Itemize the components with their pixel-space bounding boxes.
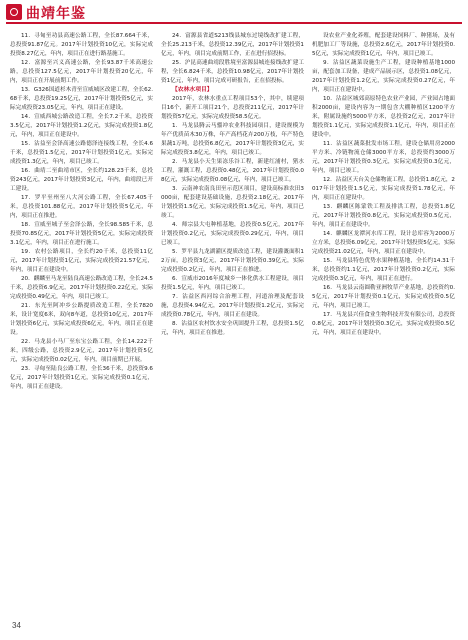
paragraph: 9．沾益区蔬菜设施生产工程，建设种植基地1000亩，配套加工设备，建成产品展示区，总投资1.08亿元，2017年计划投资1.2亿元，实际完成投资0.27亿元，年内，项目正在建设中。 xyxy=(312,60,455,93)
paragraph: 16．马龙县云南圆勒亚洲牧草产业基地，总投资约0.5亿元，2017年计划投资0.1亿元，实际完成投资0.5亿元，年内，项目已竣工。 xyxy=(312,285,455,309)
paragraph: 21．东光至阿冲乡公路提质改造工程，全长7820米，设计宽度6米，双向8车道，总投资10亿元，2017年计划投资6亿元，实际完成投资6亿元，年内，项目正在建设。 xyxy=(10,303,153,336)
column-1 xyxy=(10,32,153,612)
paragraph: 13．麒麟区陈蒙铁工程及排洪工程，总投资1.8亿元，2017年计划投资0.8亿元，实际完成投资0.5亿元，年内，项目正在建设中。 xyxy=(312,204,455,228)
paragraph: 4．师宗县大屯种植基地，总投资0.5亿元，2017年计划投资0.2亿元，实际完成投资0.29亿元，年内，项目已竣工。 xyxy=(161,222,304,246)
paragraph: 12．富源至兴义高速公路，全长93.87千米高速公路，总投资127.5亿元，2017年计划投资20亿元，年内，项目正在开展前期工作。 xyxy=(10,60,153,84)
paragraph: 15．马龙县特色优势水果种植基地，全长约14.31千米，总投资约1.1亿元，2017年计划投资0.2亿元，实际完成投资0.3亿元，年内，项目正在进行。 xyxy=(312,258,455,282)
paragraph: 24．富源县省道S213线县城东过境线改扩建工程，全长25.213千米，总投资12.39亿元，2017年计划投资1亿元，年内，项目完成前期工作，正在进行招投标。 xyxy=(161,33,304,57)
paragraph: 2．马龙县小天生果冻乐谷工程，新建红浦村，猪水工程，灌溉工程，总投资0.48亿元，2017年计划投资0.08亿元，实际完成投资0.08亿元，年内，项目已竣工。 xyxy=(161,159,304,183)
paragraph: 1．马龙县腾云马骝冲农业科技园项目，建设规模为年产优质苗木30万株，年产高档花卉200万枝，年产特色果蔬1万吨，总投资6.8亿元，2017年计划投资3亿元，实际完成投资3.8亿元，年内，项目已竣工。 xyxy=(161,123,304,156)
yearbook-title: 曲靖年鉴 xyxy=(26,6,86,22)
paragraph: 25．沪昆高速曲靖段胜境至富源县城连接线改扩建工程，全长6.824千米，总投资10.98亿元，2017年计划投资1亿元，年内，项目完成可研报告，正在招投标。 xyxy=(161,60,304,84)
page-number: 34 xyxy=(12,621,21,630)
paragraph: 18．宣威至城子至会泽公路，全长98.585千米，总投资70.85亿元，2017年计划投资5亿元，实际完成投资3.1亿元，年内，项目正在进行施工。 xyxy=(10,222,153,246)
paragraph: 20．麒麟至马龙至陆良高速公路改造工程，全长24.5千米，总投资6.9亿元，2017年计划投资0.22亿元，实际完成投资0.49亿元，年内，项目已竣工。 xyxy=(10,276,153,300)
paragraph: 7．沾益区西河综合治理工程，河道治理及配套设施，总投资4.94亿元，2017年计划投资1.2亿元，实际完成投资0.78亿元，年内，项目正在建设。 xyxy=(161,294,304,318)
paragraph: 19．农村公路项目，全长约20千米，总投资11亿元，2017年计划投资1亿元，实际完成投资21.57亿元，年内，项目正在建设中。 xyxy=(10,249,153,273)
paragraph: 23．寻甸至陆良公路工程，全长36千米，总投资9.6亿元，2017年计划投资1亿元，实际完成投资0.1亿元，年内，项目正在建设。 xyxy=(10,366,153,390)
paragraph: 17．马龙县兴佳食业生物科技开发有限公司，总投资0.8亿元，2017年计划投资0.3亿元，实际完成投资0.5亿元，年内，项目正在建设中。 xyxy=(312,312,455,336)
paragraph: 5．罗平县九龙湖灌区提质改造工程，建设灌溉面积12万亩，总投资3亿元，2017年计划投资0.39亿元，实际完成投资0.2亿元，年内，项目正在推进。 xyxy=(161,249,304,273)
paragraph: 6．宣威市2016年度城乡一体化供水工程建设，项目投资1.5亿元，年内，项目已竣工。 xyxy=(161,276,304,291)
paragraph: 11．寻甸至功县高速公路工程，全长87.664千米，总投资91.87亿元。2017年计划投资10亿元，实际完成投资8.27亿元，年内，项目正在进行路基施工。 xyxy=(10,33,153,57)
column-3 xyxy=(312,32,455,612)
article-body xyxy=(10,32,456,612)
paragraph: 10．沾益区城郊高原特色农业产业园，产业园占地面积2000亩，建设内容为一期包含大棚种植区1200平方米，附属设施约5000平方米，总投资2亿元，2017年计划投资1.1亿元，实际完成投资1.1亿元，年内，项目正在建设中。 xyxy=(312,96,455,138)
paragraph: 13．G326国道杉木青至宣威城区改建工程，全长62.68千米，总投资19.25亿元，2017年计划投资5亿元，实际完成投资23.05亿元，年内，项目正在建设。 xyxy=(10,87,153,111)
paragraph: 22．马龙县小马厂至东宝公路工程，全长14.222千米，四级公路，总投资2.9亿元，2017年计划投资5亿元，实际完成投资0.02亿元，年内，项目前期已开展。 xyxy=(10,339,153,363)
section-heading: 【农林水项目】 xyxy=(172,87,213,93)
paragraph: 15．沾益至会泽高速公路德泽连接线工程，全长4.6千米，总投资1.5亿元，2017年计划投资1亿元，实际完成投资1.3亿元，年内，项目已竣工。 xyxy=(10,141,153,165)
paragraph: 17．罗平至州至八大河公路工程，全长67.405千米，总投资101.88亿元，2017年计划投资5亿元，年内，项目正在推进。 xyxy=(10,195,153,219)
paragraph: 12．沾益区天台关仓储物流工程，总投资1.8亿元，2017年计划投资1.5亿元，实际完成投资1.78亿元，年内，项目正在建设中。 xyxy=(312,177,455,201)
paragraph: 14．宣威西城公路改造工程，全长7.2千米，总投资3.5亿元，2017年计划投资1.2亿元，实际完成投资1.8亿元，年内，项目正在建设中。 xyxy=(10,114,153,138)
yearbook-logo-icon xyxy=(6,4,22,20)
paragraph: 8．沾益区农村饮水安全巩固提升工程，总投资1.5亿元，年内，项目正在推进。 xyxy=(161,321,304,336)
page-header xyxy=(0,0,468,26)
paragraph: 11．沾益区蔬菜批发市场工程，建设仓储用房2000平方米、冷链物流仓储3000平方米，总投资约3000万元，2017年计划投资0.3亿元，实际完成投资0.3亿元，年内，项目已竣工。 xyxy=(312,141,455,174)
column-2 xyxy=(161,32,304,612)
paragraph: 2017年，农林水重点工程项目53个，其中，续建项目16个，新开工项目21个，总投资211亿元，2017年计划投资57亿元，实际完成投资58.5亿元。 xyxy=(161,96,304,120)
paragraph: 3．云南神农南良田至示范区项目，建设高标准农田3000亩，配套建设基础设施，总投资2.18亿元，2017年计划投资1.5亿元，实际完成投资1.5亿元，年内，项目已竣工。 xyxy=(161,186,304,219)
header-divider xyxy=(6,22,462,24)
paragraph: 16．曲靖二至曲靖市区，全长约128.23千米，总投资243亿元，2017年计划投资3亿元，年内，曲靖段已开工建设。 xyxy=(10,168,153,192)
paragraph: 14．麒麟区龙潭河水库工程，设计总库容为2000万立方米，总投资6.09亿元，2017年计划投资5亿元，实际完成投资21.02亿元，年内，项目正在建设中。 xyxy=(312,231,455,255)
paragraph: 设农业产业化养殖，配套建设饲料厂、种猪场，及有机肥加工厂等设施，总投资2.6亿元，2017年计划投资0.5亿元，实际完成投资1亿元，年内，项目已竣工。 xyxy=(312,33,455,57)
